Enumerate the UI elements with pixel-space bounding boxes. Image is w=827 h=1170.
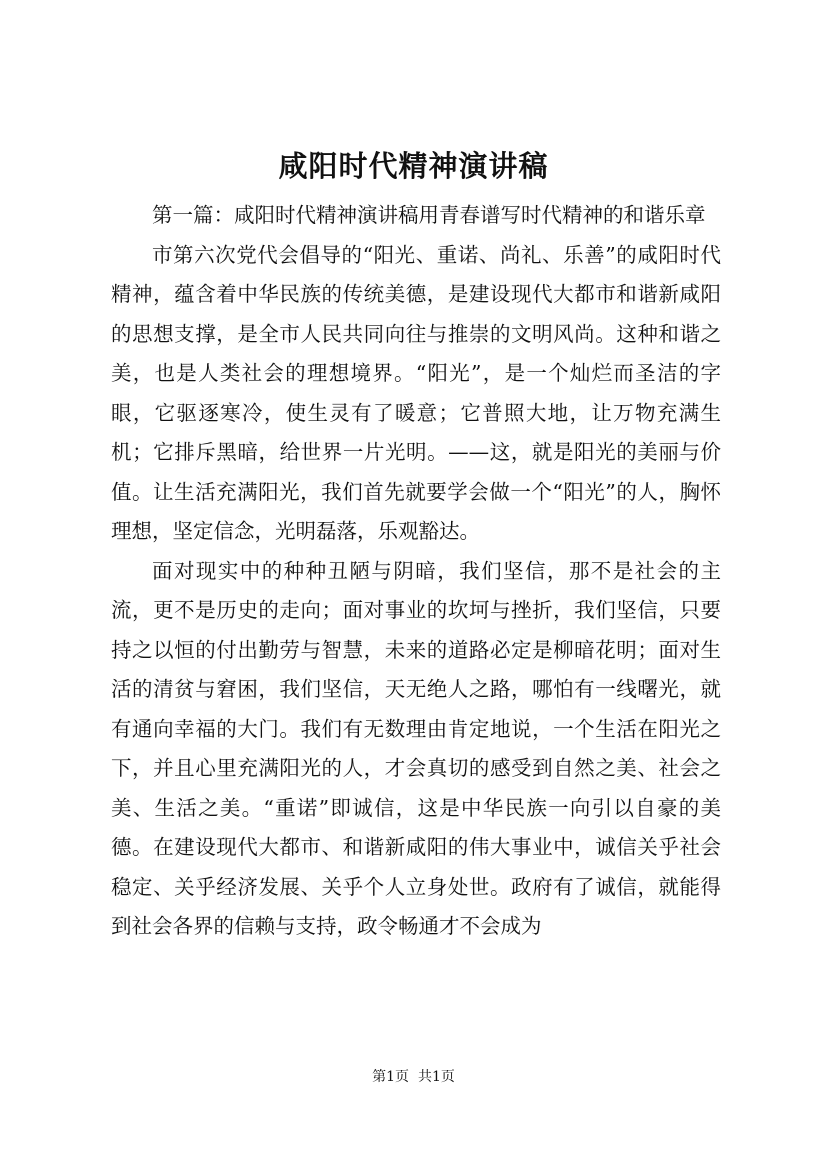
paragraph: 市第六次党代会倡导的“阳光、重诺、尚礼、乐善”的咸阳时代精神，蕴含着中华民族的传统美德，是建设现代大都市和谐新咸阳的思想支撑，是全市人民共同向往与推崇的文明风尚。这种和谐之美，也是人类社会的理想境界。“阳光”，是一个灿烂而圣洁的字眼，它驱逐寒冷，使生灵有了暖意；它普照大地，让万物充满生机；它排斥黑暗，给世界一片光明。——这，就是阳光的美丽与价值。让生活充满阳光，我们首先就要学会做一个“阳光”的人，胸怀理想，坚定信念，光明磊落，乐观豁达。: [111, 242, 721, 543]
document-title: 咸阳时代精神演讲稿: [278, 149, 549, 183]
paragraph: 第一篇：咸阳时代精神演讲稿用青春谱写时代精神的和谐乐章: [152, 203, 706, 227]
document-body: [111, 196, 721, 947]
paragraph: 面对现实中的种种丑陋与阴暗，我们坚信，那不是社会的主流，更不是历史的走向；面对事业的坎坷与挫折，我们坚信，只要持之以恒的付出勤劳与智慧，未来的道路必定是柳暗花明；面对生活的清贫与窘困，我们坚信，天无绝人之路，哪怕有一线曙光，就有通向幸福的大门。我们有无数理由肯定地说，一个生活在阳光之下，并且心里充满阳光的人，才会真切的感受到自然之美、社会之美、生活之美。“重诺”即诚信，这是中华民族一向引以自豪的美德。在建设现代大都市、和谐新咸阳的伟大事业中，诚信关乎社会稳定、关乎经济发展、关乎个人立身处世。政府有了诚信，就能得到社会各界的信赖与支持，政令畅通才不会成为: [111, 558, 721, 938]
page-number: 第1页 共1页: [372, 1069, 455, 1085]
page-footer: [0, 1067, 827, 1087]
